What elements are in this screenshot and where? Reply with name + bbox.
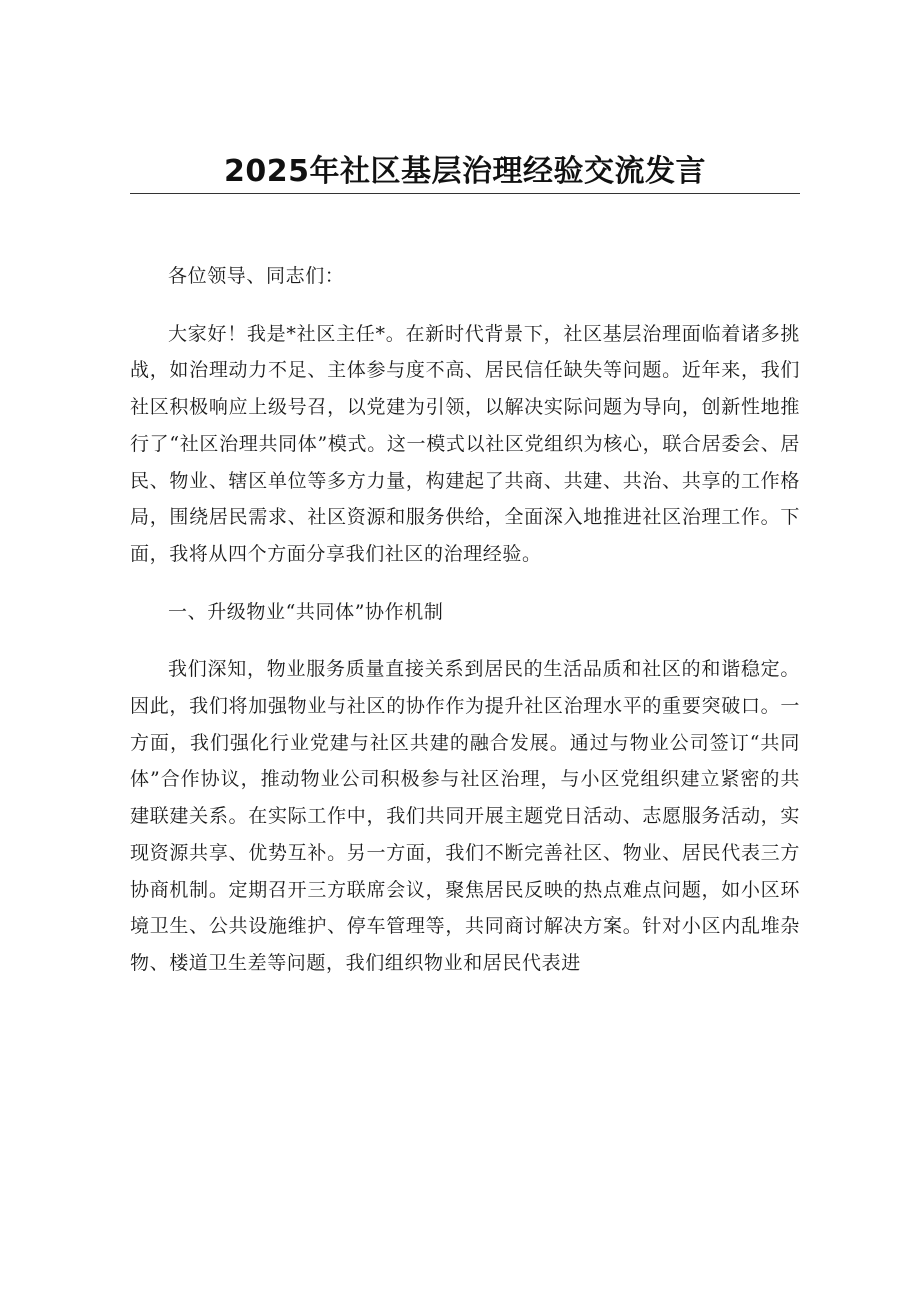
section-heading: 一、升级物业“共同体”协作机制 <box>168 600 444 623</box>
salutation-paragraph: 各位领导、同志们： <box>168 265 345 287</box>
title-underline <box>130 193 800 194</box>
document-body <box>130 258 800 982</box>
section-paragraph: 我们深知，物业服务质量直接关系到居民的生活品质和社区的和谐稳定。因此，我们将加强物业与社区的协作作为提升社区治理水平的重要突破口。一方面，我们强化行业党建与社区共建的融合发展。通过与物业公司签订“共同体”合作协议，推动物业公司积极参与社区治理，与小区党组织建立紧密的共建联建关系。在实际工作中，我们共同开展主题党日活动、志愿服务活动，实现资源共享、优势互补。另一方面，我们不断完善社区、物业、居民代表三方协商机制。定期召开三方联席会议，聚焦居民反映的热点难点问题，如小区环境卫生、公共设施维护、停车管理等，共同商讨解决方案。针对小区内乱堆杂物、楼道卫生差等问题，我们组织物业和居民代表进 <box>130 658 800 974</box>
document-title: 2025年社区基层治理经验交流发言 <box>224 154 706 189</box>
intro-paragraph: 大家好！我是*社区主任*。在新时代背景下，社区基层治理面临着诸多挑战，如治理动力不足、主体参与度不高、居民信任缺失等问题。近年来，我们社区积极响应上级号召，以党建为引领，以解决实际问题为导向，创新性地推行了“社区治理共同体”模式。这一模式以社区党组织为核心，联合居委会、居民、物业、辖区单位等多方力量，构建起了共商、共建、共治、共享的工作格局，围绕居民需求、社区资源和服务供给，全面深入地推进社区治理工作。下面，我将从四个方面分享我们社区的治理经验。 <box>130 322 800 565</box>
